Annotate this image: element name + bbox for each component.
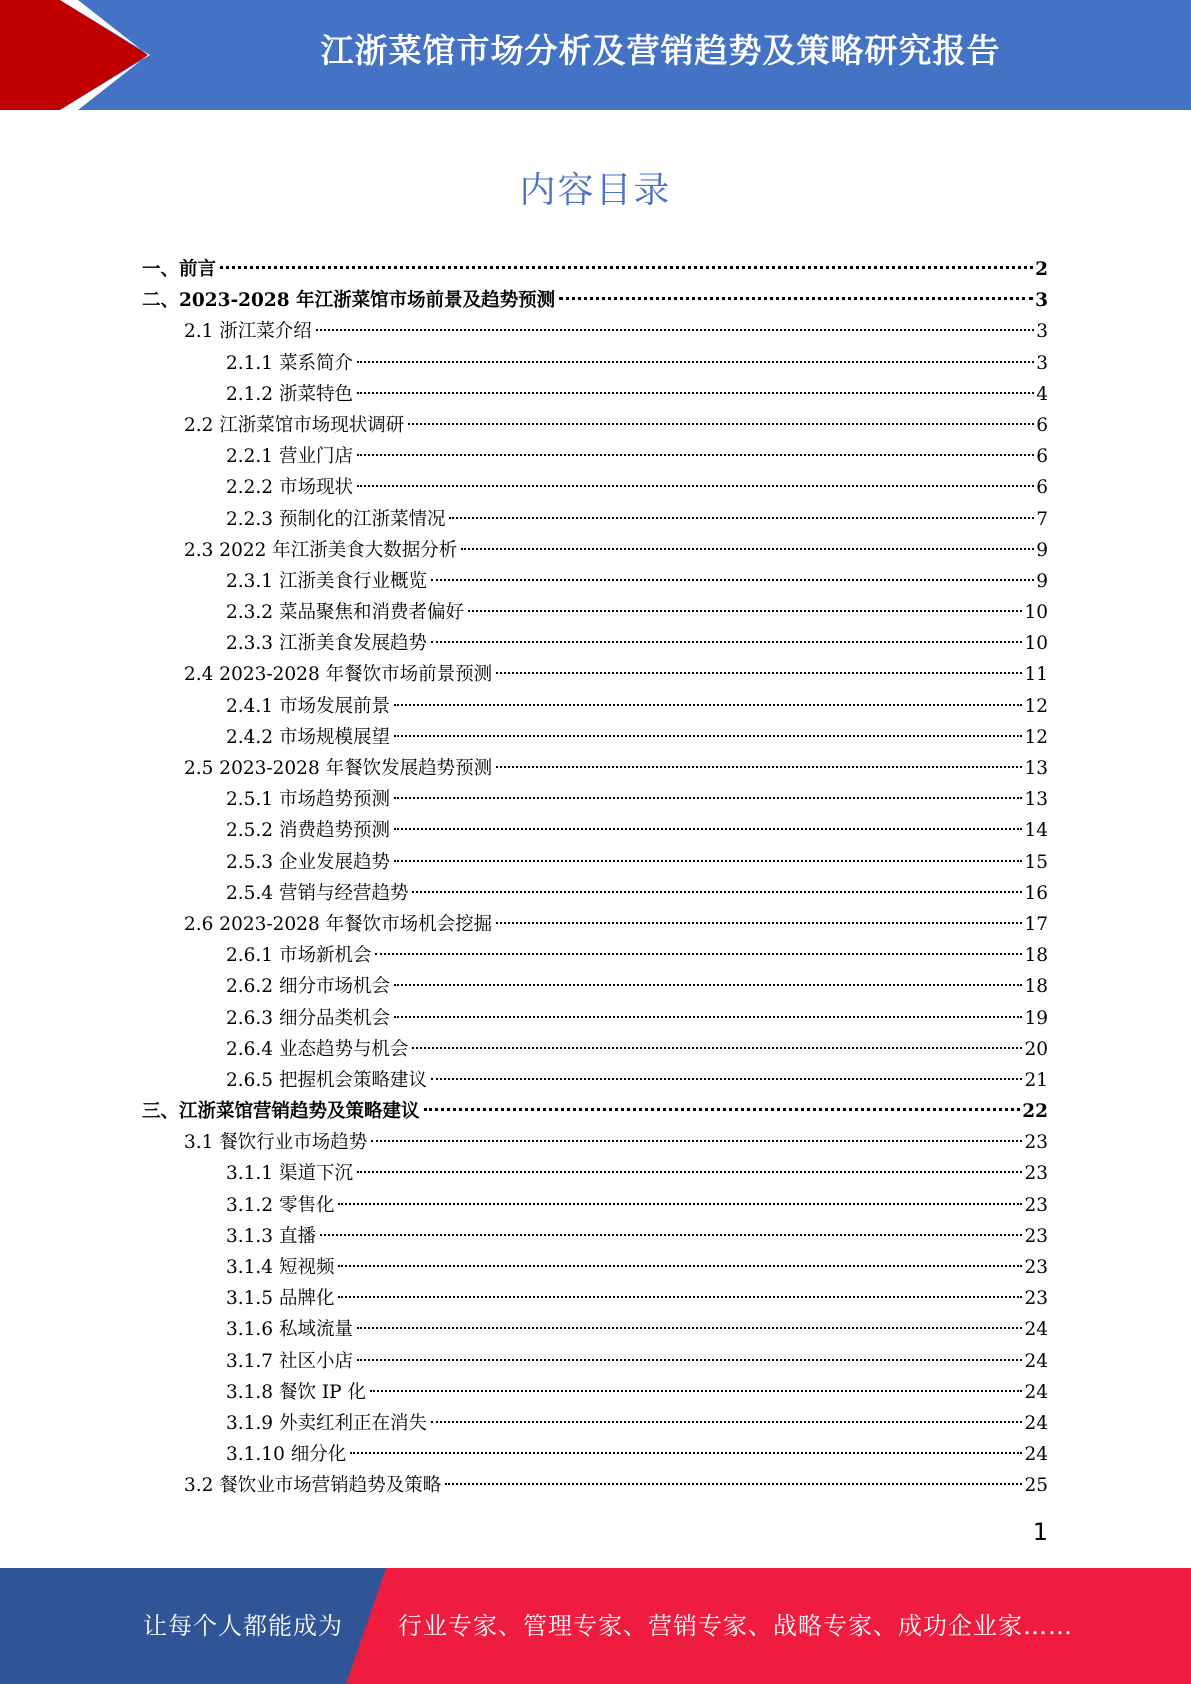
toc-entry[interactable] xyxy=(142,379,1048,410)
toc-entry-label: 3.1.8 餐饮 IP 化 xyxy=(226,1381,366,1403)
toc-dot-leader xyxy=(394,984,1022,986)
toc-dot-leader xyxy=(468,610,1022,612)
toc-entry-page: 16 xyxy=(1024,882,1048,904)
toc-dot-leader xyxy=(496,672,1022,674)
toc-entry-label: 2.2.1 营业门店 xyxy=(226,446,353,468)
toc-entry-label: 2.2.2 市场现状 xyxy=(226,477,353,499)
toc-dot-leader xyxy=(445,1483,1022,1485)
toc-entry-label: 3.1.7 社区小店 xyxy=(226,1350,353,1372)
toc-entry-label: 2.4.1 市场发展前景 xyxy=(226,695,390,717)
toc-entry[interactable] xyxy=(142,940,1048,971)
toc-entry-page: 12 xyxy=(1024,695,1048,717)
toc-entry-page: 6 xyxy=(1036,446,1048,468)
toc-entry-page: 11 xyxy=(1024,664,1048,686)
toc-entry[interactable] xyxy=(142,410,1048,441)
toc-entry-page: 24 xyxy=(1024,1444,1048,1466)
toc-entry-page: 3 xyxy=(1036,321,1048,343)
toc-entry[interactable] xyxy=(142,1314,1048,1345)
toc-entry-page: 6 xyxy=(1036,477,1048,499)
page-number: 1 xyxy=(1032,1518,1048,1546)
toc-entry[interactable] xyxy=(142,847,1048,878)
toc-entry[interactable] xyxy=(142,753,1048,784)
toc-dot-leader xyxy=(375,953,1022,955)
toc-entry[interactable] xyxy=(142,628,1048,659)
table-of-contents xyxy=(142,254,1048,1502)
toc-entry-page: 12 xyxy=(1024,726,1048,748)
toc-dot-leader xyxy=(371,1140,1022,1142)
toc-entry-page: 10 xyxy=(1024,602,1048,624)
toc-entry-page: 23 xyxy=(1024,1288,1048,1310)
toc-entry-label: 3.1.3 直播 xyxy=(226,1225,316,1247)
toc-entry-page: 23 xyxy=(1024,1225,1048,1247)
toc-entry[interactable] xyxy=(142,878,1048,909)
toc-entry-label: 二、2023-2028 年江浙菜馆市场前景及趋势预测 xyxy=(142,290,556,312)
toc-dot-leader xyxy=(449,517,1034,519)
toc-entry-page: 9 xyxy=(1036,570,1048,592)
toc-entry-page: 20 xyxy=(1024,1038,1048,1060)
toc-entry-label: 2.6.5 把握机会策略建议 xyxy=(226,1069,427,1091)
toc-entry-label: 3.2 餐饮业市场营销趋势及策略 xyxy=(184,1475,442,1497)
toc-entry-page: 25 xyxy=(1024,1475,1048,1497)
toc-entry[interactable] xyxy=(142,1158,1048,1189)
toc-entry-page: 15 xyxy=(1024,851,1048,873)
toc-entry-page: 14 xyxy=(1024,820,1048,842)
report-title: 江浙菜馆市场分析及营销趋势及策略研究报告 xyxy=(320,31,1001,70)
toc-entry[interactable] xyxy=(142,348,1048,379)
toc-entry-label: 2.4 2023-2028 年餐饮市场前景预测 xyxy=(184,664,493,686)
toc-entry-label: 3.1.4 短视频 xyxy=(226,1257,335,1278)
toc-entry[interactable] xyxy=(142,1003,1048,1034)
toc-dot-leader xyxy=(357,392,1034,394)
toc-entry-label: 2.6.3 细分品类机会 xyxy=(226,1007,390,1029)
toc-entry-label: 2.2 江浙菜馆市场现状调研 xyxy=(184,414,405,436)
toc-dot-leader xyxy=(220,266,1033,269)
toc-entry[interactable] xyxy=(142,815,1048,846)
toc-dot-leader xyxy=(394,797,1022,799)
toc-entry[interactable] xyxy=(142,784,1048,815)
footer-slogan-left: 让每个人都能成为 xyxy=(143,1612,343,1640)
toc-entry-page: 3 xyxy=(1036,352,1048,374)
toc-entry[interactable] xyxy=(142,1221,1048,1252)
toc-dot-leader xyxy=(431,579,1034,581)
toc-entry-label: 2.3.3 江浙美食发展趋势 xyxy=(226,633,427,655)
footer-banner xyxy=(0,1568,1191,1684)
toc-entry-label: 2.5.4 营销与经营趋势 xyxy=(226,882,409,904)
toc-entry-label: 3.1.6 私域流量 xyxy=(226,1319,353,1341)
toc-entry[interactable] xyxy=(142,722,1048,753)
toc-entry-page: 23 xyxy=(1024,1257,1048,1278)
toc-dot-leader xyxy=(320,1234,1023,1236)
header-banner xyxy=(0,0,1191,110)
toc-dot-leader xyxy=(408,423,1034,425)
toc-entry[interactable] xyxy=(142,1190,1048,1221)
toc-entry-page: 13 xyxy=(1024,758,1048,779)
toc-entry-page: 10 xyxy=(1024,633,1048,655)
toc-entry-label: 3.1.2 零售化 xyxy=(226,1194,335,1216)
toc-dot-leader xyxy=(338,1296,1022,1298)
toc-dot-leader xyxy=(394,828,1022,830)
toc-entry-page: 24 xyxy=(1024,1381,1048,1403)
toc-dot-leader xyxy=(357,361,1034,363)
toc-dot-leader xyxy=(412,1047,1022,1049)
toc-dot-leader xyxy=(338,1265,1022,1267)
toc-entry-label: 2.6.1 市场新机会 xyxy=(226,945,372,967)
toc-entry[interactable] xyxy=(142,1096,1048,1127)
toc-entry[interactable] xyxy=(142,659,1048,690)
toc-dot-leader xyxy=(350,1452,1022,1454)
toc-dot-leader xyxy=(370,1390,1022,1392)
toc-entry[interactable] xyxy=(142,1065,1048,1096)
toc-dot-leader xyxy=(559,297,1033,300)
toc-entry[interactable] xyxy=(142,1346,1048,1377)
toc-entry-page: 21 xyxy=(1024,1069,1048,1091)
toc-entry[interactable] xyxy=(142,1377,1048,1408)
toc-entry-page: 4 xyxy=(1036,383,1048,405)
toc-entry-page: 22 xyxy=(1022,1101,1048,1123)
toc-entry[interactable] xyxy=(142,691,1048,722)
toc-entry[interactable] xyxy=(142,566,1048,597)
toc-dot-leader xyxy=(394,860,1022,862)
toc-dot-leader xyxy=(394,704,1022,706)
toc-heading: 内容目录 xyxy=(519,170,672,211)
toc-entry-label: 2.6 2023-2028 年餐饮市场机会挖掘 xyxy=(184,913,493,935)
toc-dot-leader xyxy=(357,1171,1023,1173)
toc-dot-leader xyxy=(431,1421,1022,1423)
toc-entry[interactable] xyxy=(142,1034,1048,1065)
toc-entry-page: 17 xyxy=(1024,913,1048,935)
toc-entry[interactable] xyxy=(142,316,1048,347)
toc-entry-page: 7 xyxy=(1036,508,1048,530)
toc-entry[interactable] xyxy=(142,1283,1048,1314)
toc-entry-page: 23 xyxy=(1024,1132,1048,1154)
toc-entry[interactable] xyxy=(142,971,1048,1002)
toc-entry-label: 2.3.1 江浙美食行业概览 xyxy=(226,570,427,592)
toc-entry-label: 2.5.2 消费趋势预测 xyxy=(226,820,390,842)
toc-entry-label: 2.6.4 业态趋势与机会 xyxy=(226,1038,409,1060)
toc-dot-leader xyxy=(338,1203,1022,1205)
toc-entry-label: 三、江浙菜馆营销趋势及策略建议 xyxy=(142,1101,420,1123)
toc-dot-leader xyxy=(496,766,1022,768)
toc-entry[interactable] xyxy=(142,535,1048,566)
toc-entry[interactable] xyxy=(142,285,1048,316)
toc-entry-label: 2.1.2 浙菜特色 xyxy=(226,383,353,405)
toc-dot-leader xyxy=(357,1359,1023,1361)
toc-dot-leader xyxy=(357,1327,1023,1329)
toc-dot-leader xyxy=(316,329,1034,331)
toc-entry-page: 18 xyxy=(1024,976,1048,998)
footer-slogan-right: 行业专家、管理专家、营销专家、战略专家、成功企业家…… xyxy=(398,1612,1073,1640)
toc-entry[interactable] xyxy=(142,472,1048,503)
toc-entry-label: 2.3.2 菜品聚焦和消费者偏好 xyxy=(226,602,464,624)
toc-dot-leader xyxy=(496,922,1022,924)
toc-dot-leader xyxy=(357,485,1034,487)
toc-entry-page: 24 xyxy=(1024,1319,1048,1341)
toc-dot-leader xyxy=(431,1078,1022,1080)
toc-entry[interactable] xyxy=(142,504,1048,535)
toc-entry[interactable] xyxy=(142,254,1048,285)
toc-entry-page: 6 xyxy=(1036,414,1048,436)
toc-entry[interactable] xyxy=(142,1470,1048,1501)
toc-dot-leader xyxy=(394,1016,1022,1018)
toc-entry-label: 3.1 餐饮行业市场趋势 xyxy=(184,1132,368,1154)
toc-entry-label: 2.2.3 预制化的江浙菜情况 xyxy=(226,508,446,530)
toc-dot-leader xyxy=(394,735,1022,737)
toc-entry-label: 3.1.9 外卖红利正在消失 xyxy=(226,1412,427,1434)
toc-entry-page: 19 xyxy=(1024,1007,1048,1029)
toc-entry[interactable] xyxy=(142,1127,1048,1158)
toc-entry-label: 3.1.5 品牌化 xyxy=(226,1288,335,1310)
toc-entry-label: 2.5.1 市场趋势预测 xyxy=(226,789,390,811)
toc-entry-label: 2.1 浙江菜介绍 xyxy=(184,321,312,343)
toc-entry[interactable] xyxy=(142,597,1048,628)
toc-entry-page: 3 xyxy=(1035,290,1048,312)
toc-entry-page: 23 xyxy=(1024,1194,1048,1216)
toc-entry-page: 24 xyxy=(1024,1412,1048,1434)
toc-entry-label: 2.5 2023-2028 年餐饮发展趋势预测 xyxy=(184,758,493,779)
toc-entry-page: 2 xyxy=(1035,259,1048,280)
toc-entry[interactable] xyxy=(142,1252,1048,1283)
toc-entry[interactable] xyxy=(142,1408,1048,1439)
toc-entry-label: 2.3 2022 年江浙美食大数据分析 xyxy=(184,539,458,561)
toc-entry-page: 23 xyxy=(1024,1163,1048,1185)
toc-entry[interactable] xyxy=(142,1439,1048,1470)
toc-entry-page: 18 xyxy=(1024,945,1048,967)
toc-entry-label: 3.1.10 细分化 xyxy=(226,1444,347,1466)
toc-entry-label: 一、前言 xyxy=(142,259,217,280)
toc-dot-leader xyxy=(424,1108,1021,1111)
toc-entry-label: 2.1.1 菜系简介 xyxy=(226,352,353,374)
toc-entry-label: 2.6.2 细分市场机会 xyxy=(226,976,390,998)
toc-entry-page: 24 xyxy=(1024,1350,1048,1372)
toc-dot-leader xyxy=(412,891,1022,893)
toc-dot-leader xyxy=(431,641,1022,643)
toc-entry-label: 2.5.3 企业发展趋势 xyxy=(226,851,390,873)
toc-entry-label: 3.1.1 渠道下沉 xyxy=(226,1163,353,1185)
toc-dot-leader xyxy=(357,454,1034,456)
toc-entry[interactable] xyxy=(142,909,1048,940)
toc-entry-label: 2.4.2 市场规模展望 xyxy=(226,726,390,748)
toc-dot-leader xyxy=(461,548,1034,550)
toc-entry-page: 9 xyxy=(1036,539,1048,561)
toc-entry[interactable] xyxy=(142,441,1048,472)
toc-entry-page: 13 xyxy=(1024,789,1048,811)
